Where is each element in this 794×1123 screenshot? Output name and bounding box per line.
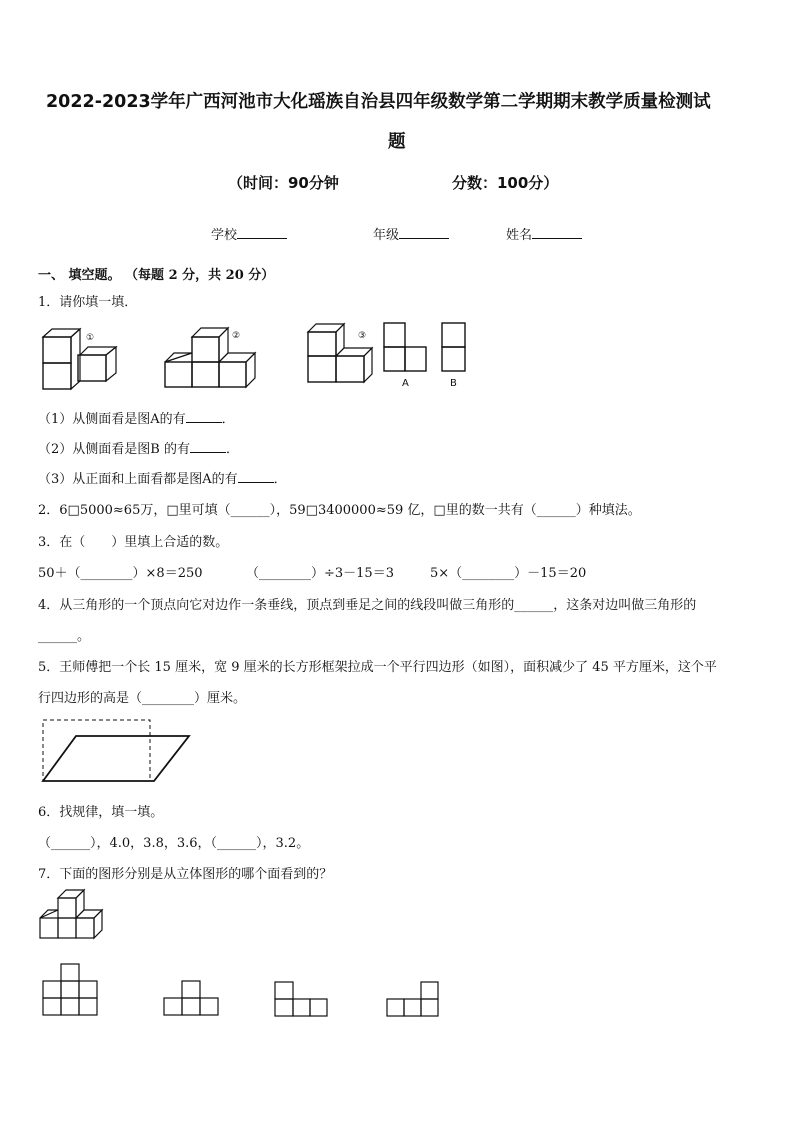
exam-time: （时间：90分钟 — [228, 174, 339, 192]
q1-sub2-end: ． — [225, 442, 239, 457]
q7-view-1 — [43, 964, 97, 1015]
q1-sub2-text: （2）从侧面看是图B 的有 — [38, 442, 190, 457]
q5-line1: 5．王师傅把一个长 15 厘米，宽 9 厘米的长方形框架拉成一个平行四边形（如图），面积减少了 45 平方厘米，这个平 — [38, 660, 717, 675]
q7-view-4 — [387, 982, 438, 1016]
q2-text: 2．6□5000≈65万，□里可填（______），59□3400000≈59 亿，□里的数一共有（______）种填法。 — [38, 503, 641, 518]
q3-part1: 50＋（________）×8＝250 — [38, 566, 203, 581]
q4-line1: 4．从三角形的一个顶点向它对边作一条垂线，顶点到垂足之间的线段叫做三角形的______，这条对边叫做三角形的 — [38, 598, 697, 613]
q7-solid — [40, 890, 102, 938]
page-title: 2022-2023学年广西河池市大化瑶族自治县四年级数学第二学期期末教学质量检测试 — [46, 92, 711, 112]
q1-fig2-mark: ② — [232, 331, 241, 341]
page-title-continued: 题 — [388, 132, 406, 152]
grade-label: 年级 — [373, 228, 400, 243]
q1-stem: 1．请你填一填． — [38, 295, 138, 310]
q1-sub1-end: ． — [221, 412, 235, 427]
q1-label-b: B — [450, 378, 457, 389]
q3-part2: （________）÷3－15＝3 — [246, 566, 394, 581]
q7-view-3 — [275, 982, 327, 1016]
q3-stem: 3．在（ ）里填上合适的数。 — [38, 535, 229, 550]
q1-fig3-mark: ③ — [358, 331, 367, 341]
q1-label-a: A — [402, 378, 409, 389]
q3-part3: 5×（________）－15＝20 — [430, 566, 587, 581]
q4-line2: ______。 — [38, 629, 91, 644]
school-label: 学校 — [211, 228, 238, 243]
exam-score: 分数：100分） — [452, 174, 559, 192]
q6-stem: 6．找规律，填一填。 — [38, 805, 164, 820]
name-label: 姓名 — [506, 228, 533, 243]
q1-sub1-text: （1）从侧面看是图A的有 — [38, 412, 186, 427]
q5-line2: 行四边形的高是（________）厘米。 — [38, 691, 247, 706]
q7-view-2 — [164, 981, 218, 1015]
section-heading: 一、 填空题。 （每题 2 分，共 20 分） — [38, 268, 275, 283]
q1-sub3-text: （3）从正面和上面看都是图A的有 — [38, 472, 238, 487]
q7-stem: 7．下面的图形分别是从立体图形的哪个面看到的？ — [38, 867, 333, 882]
q1-fig1-mark: ① — [86, 333, 95, 343]
q1-sub3-end: ． — [273, 472, 287, 487]
q6-sequence: （______），4.0，3.8，3.6，（______），3.2。 — [38, 836, 310, 851]
